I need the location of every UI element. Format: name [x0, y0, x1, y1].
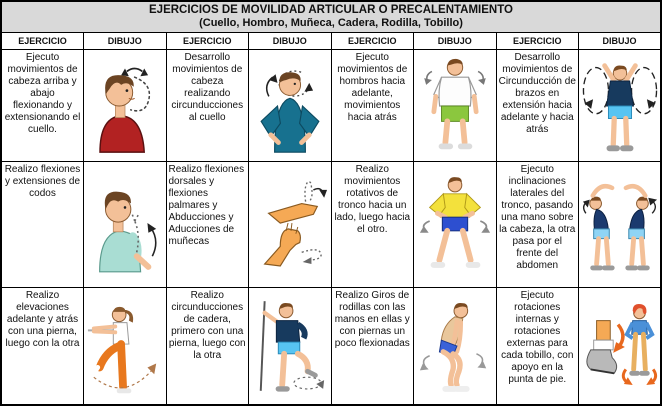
col-header-dibujo-3: DIBUJO	[414, 33, 497, 50]
trunk-rotation-figure	[416, 173, 494, 277]
elbow-flexion-figure	[86, 173, 164, 277]
exercise-text: Ejecuto rotaciones internas y rotaciones externas para cada tobillo, con apoyo en la punta de pie.	[496, 288, 579, 405]
exercise-text: Realizo flexiones y extensiones de codos	[1, 162, 84, 288]
page-title: EJERCICIOS DE MOVILIDAD ARTICULAR O PRECALENTAMIENTO	[149, 4, 513, 16]
drawing-cell	[84, 288, 167, 405]
drawing-cell	[249, 288, 332, 405]
exercise-text: Realizo circunducciones de cadera, primero con una pierna, luego con la otra	[166, 288, 249, 405]
col-header-dibujo-4: DIBUJO	[579, 33, 662, 50]
drawing-cell	[414, 162, 497, 288]
drawing-cell	[84, 50, 167, 162]
col-header-ejercicio-2: EJERCICIO	[166, 33, 249, 50]
exercise-text: Desarrollo movimientos de Circunducción de brazos en extensión hacia adelante y hacia atrás	[496, 50, 579, 162]
wrist-flexion-figure	[251, 173, 329, 277]
column-header-row	[1, 33, 661, 50]
neck-circumduction-figure	[251, 56, 329, 156]
drawing-cell	[579, 288, 662, 405]
table-title-cell	[1, 1, 661, 33]
exercise-text: Ejecuto inclinaciones laterales del tronco, pasando una mano sobre la cabeza, la otra pasa por el frente del abdomen	[496, 162, 579, 288]
col-header-dibujo-1: DIBUJO	[84, 33, 167, 50]
drawing-cell	[579, 50, 662, 162]
drawing-cell	[414, 50, 497, 162]
table-row	[1, 288, 661, 405]
leg-swing-figure	[86, 294, 164, 398]
shoulder-roll-figure	[416, 56, 494, 156]
exercise-text: Ejecuto movimientos de hombros hacia adelante, movimientos hacia atrás	[331, 50, 414, 162]
table-row	[1, 162, 661, 288]
exercise-text: Desarrollo movimientos de cabeza realizando circunducciones al cuello	[166, 50, 249, 162]
knee-rotation-figure	[416, 294, 494, 398]
exercise-text: Realizo elevaciones adelante y atrás con una pierna, luego con la otra	[1, 288, 84, 405]
drawing-cell	[249, 162, 332, 288]
title-row	[1, 1, 661, 33]
exercise-text: Realizo flexiones dorsales y flexiones palmares y Abducciones y Aducciones de muñecas	[166, 162, 249, 288]
ankle-rotation-figure	[581, 294, 659, 398]
col-header-ejercicio-4: EJERCICIO	[496, 33, 579, 50]
page-subtitle: (Cuello, Hombro, Muñeca, Cadera, Rodilla, Tobillo)	[199, 17, 463, 29]
exercise-text: Realizo movimientos rotativos de tronco hacia un lado, luego hacia el otro.	[331, 162, 414, 288]
arm-circumduction-figure	[581, 56, 659, 156]
table-row	[1, 50, 661, 162]
col-header-ejercicio-1: EJERCICIO	[1, 33, 84, 50]
col-header-dibujo-2: DIBUJO	[249, 33, 332, 50]
drawing-cell	[579, 162, 662, 288]
exercise-text: Ejecuto movimientos de cabeza arriba y abajo flexionando y extensionando el cuello.	[1, 50, 84, 162]
head-up-down-flexion-figure	[86, 56, 164, 156]
exercise-text: Realizo Giros de rodillas con las manos en ellas y con piernas un poco flexionadas	[331, 288, 414, 405]
drawing-cell	[84, 162, 167, 288]
lateral-trunk-bend-figure	[581, 173, 659, 277]
drawing-cell	[414, 288, 497, 405]
col-header-ejercicio-3: EJERCICIO	[331, 33, 414, 50]
hip-circumduction-figure	[251, 294, 329, 398]
drawing-cell	[249, 50, 332, 162]
